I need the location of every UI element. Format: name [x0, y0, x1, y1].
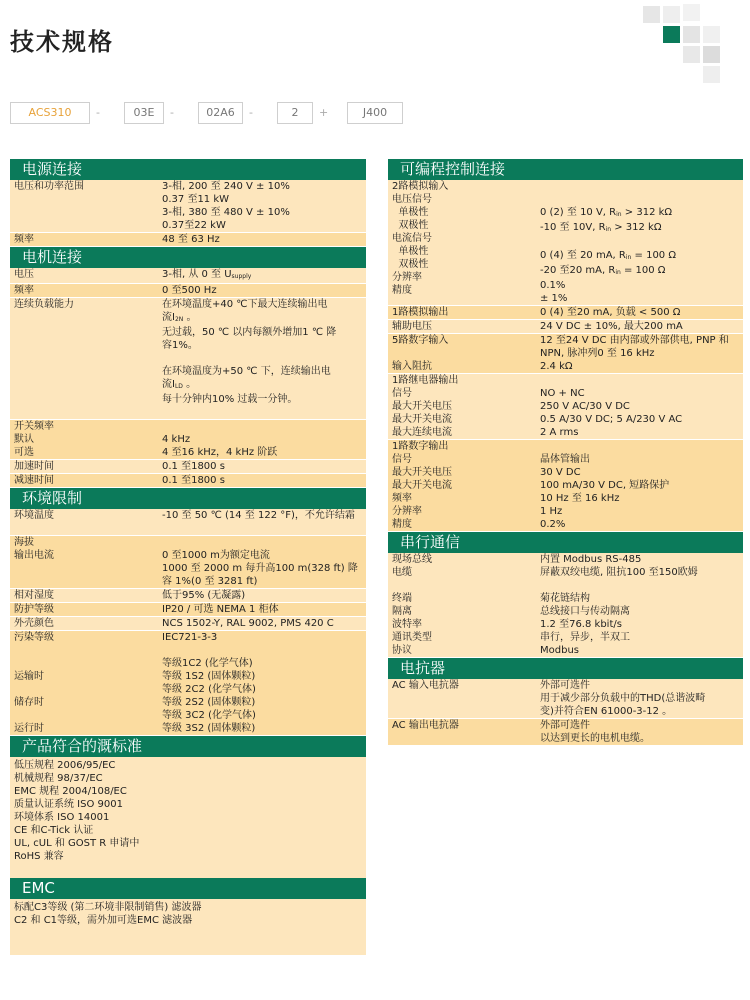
spec-value: 3-相, 从 0 至 Usupply — [162, 269, 252, 280]
spec-value: 3-相, 200 至 240 V ± 10% 0.37 至11 kW 3-相, 380 至 480 V ± 10% 0.37至22 kW — [162, 181, 290, 231]
section-heading: 电机连接 — [10, 247, 366, 268]
spec-label: 污染等级 运输时 储存时 运行时 — [14, 632, 54, 734]
spec-value: 48 至 63 Hz — [162, 234, 220, 245]
section-heading: 电源连接 — [10, 159, 366, 180]
spec-row — [10, 589, 366, 603]
model-code-separator: + — [319, 106, 329, 119]
spec-label: 1路继电器输出 信号 最大开关电压 最大开关电流 最大连续电流 — [392, 375, 459, 438]
spec-row — [388, 334, 743, 374]
spec-label: 开关频率 默认 可选 — [14, 421, 54, 458]
section-heading: 可编程控制连接 — [388, 159, 743, 180]
spec-label: 1路数字输出 信号 最大开关电压 最大开关电流 频率 分辨率 精度 — [392, 441, 452, 530]
spec-value: 晶体管输出 30 V DC 100 mA/30 V DC, 短路保护 10 Hz 至 16 kHz 1 Hz 0.2% — [540, 454, 670, 530]
spec-row — [388, 320, 743, 334]
spec-row — [10, 509, 366, 536]
spec-row — [10, 536, 366, 589]
spec-value: NCS 1502-Y, RAL 9002, PMS 420 C — [162, 618, 334, 629]
spec-label: 频率 — [14, 234, 34, 245]
model-code-bar — [10, 102, 470, 124]
spec-row — [10, 298, 366, 420]
spec-label: 减速时间 — [14, 475, 54, 486]
spec-value: 0.1 至1800 s — [162, 475, 225, 486]
section-heading: EMC — [10, 878, 366, 899]
spec-row — [10, 180, 366, 233]
spec-row — [10, 268, 366, 284]
spec-value: 12 至24 V DC 由内部或外部供电, PNP 和 NPN, 脉冲列0 至 16 kHz 2.4 kΩ — [540, 335, 729, 372]
spec-value: 在环境温度+40 ℃下最大连续输出电 流I2N 。 无过载，50 ℃ 以内每额外增加1 ℃ 降 容1%。 在环境温度为+50 ℃ 下，连续输出电 流ILD 。 每十分钟内10% 过载一分钟。 — [162, 299, 337, 405]
spec-table — [10, 509, 366, 736]
spec-row — [388, 719, 743, 746]
spec-value: IEC721-3-3 等级1C2 (化学气体) 等级 1S2 (固体颗粒) 等级 2C2 (化学气体) 等级 2S2 (固体颗粒) 等级 3C2 (化学气体) 等级 3S2 (固体颗粒) — [162, 632, 256, 734]
spec-value: 外部可选件 以达到更长的电机电缆。 — [540, 720, 650, 744]
spec-label: 环境温度 — [14, 510, 54, 521]
spec-label: 电压和功率范围 — [14, 181, 84, 192]
spec-table — [10, 268, 366, 488]
standards-list: 低压规程 2006/95/EC 机械规程 98/37/EC EMC 规程 2004/108/EC 质量认证系统 ISO 9001 环境体系 ISO 14001 CE 和C-Tick 认证 UL, cUL 和 GOST R 申请中 RoHS 兼容 — [10, 757, 366, 878]
model-code-box: ACS310 — [10, 102, 90, 124]
spec-value: 0 至1000 m为额定电流 1000 至 2000 m 每升高100 m(328 ft) 降 容 1%(0 至 3281 ft) — [162, 550, 358, 587]
spec-row — [10, 284, 366, 298]
spec-table — [388, 180, 743, 532]
spec-value: 0 (4) 至20 mA, 负载 < 500 Ω — [540, 307, 681, 318]
spec-label: 防护等级 — [14, 604, 54, 615]
model-code-separator: - — [96, 106, 100, 119]
spec-label: 2路模拟输入 电压信号 单极性 双极性 电流信号 单极性 双极性 分辨率 精度 — [392, 181, 449, 296]
section-heading: 产品符合的溉标准 — [10, 736, 366, 757]
spec-label: 海拔 输出电流 — [14, 537, 54, 561]
spec-row — [10, 603, 366, 617]
spec-value: 内置 Modbus RS-485 屏蔽双绞电缆, 阻抗100 至150欧姆 菊花链结构 总线接口与传动隔离 1.2 至76.8 kbit/s 串行，异步，半双工 Modbus — [540, 554, 698, 656]
standards-list: 标配C3等级 (第二环境非限制销售) 滤波器 C2 和 C1等级，需外加可选EMC 滤波器 — [10, 899, 366, 955]
spec-value: NO + NC 250 V AC/30 V DC 0.5 A/30 V DC; 5 A/230 V AC 2 A rms — [540, 388, 683, 438]
spec-row — [10, 420, 366, 460]
model-code-box: J400 — [347, 102, 403, 124]
spec-label: 电压 — [14, 269, 34, 280]
model-code-box: 02A6 — [198, 102, 243, 124]
spec-row — [388, 440, 743, 532]
spec-row — [388, 374, 743, 440]
spec-table — [388, 679, 743, 746]
spec-label: AC 输出电抗器 — [392, 720, 459, 731]
section-heading: 电抗器 — [388, 658, 743, 679]
spec-value: -10 至 50 ℃ (14 至 122 °F)，不允许结霜 — [162, 510, 355, 521]
section-heading: 串行通信 — [388, 532, 743, 553]
spec-label: 1路模拟输出 — [392, 307, 449, 318]
spec-label: 频率 — [14, 285, 34, 296]
spec-value: 0.1 至1800 s — [162, 461, 225, 472]
left-column — [10, 159, 366, 955]
spec-value: 0 (2) 至 10 V, Rin > 312 kΩ -10 至 10V, Rin > 312 kΩ 0 (4) 至 20 mA, Rin = 100 Ω -20 至20 mA, Rin = 100 Ω 0.1% ± 1% — [540, 207, 676, 304]
spec-value: 4 kHz 4 至16 kHz，4 kHz 阶跃 — [162, 434, 278, 458]
spec-row — [10, 233, 366, 247]
spec-row — [388, 180, 743, 306]
spec-table — [10, 180, 366, 247]
spec-value: IP20 / 可选 NEMA 1 柜体 — [162, 604, 279, 615]
spec-label: 加速时间 — [14, 461, 54, 472]
spec-row — [10, 474, 366, 488]
spec-label: 现场总线 电缆 终端 隔离 波特率 通讯类型 协议 — [392, 554, 432, 656]
spec-value: 0 至500 Hz — [162, 285, 217, 296]
spec-row — [388, 679, 743, 719]
spec-value: 外部可选件 用于减少部分负载中的THD(总谐波畸 变)并符合EN 61000-3-12 。 — [540, 680, 706, 717]
spec-label: 5路数字输入 输入阻抗 — [392, 335, 449, 372]
page-title: 技术规格 — [10, 28, 114, 56]
spec-label: 相对湿度 — [14, 590, 54, 601]
spec-label: 外壳颜色 — [14, 618, 54, 629]
section-heading: 环境限制 — [10, 488, 366, 509]
spec-table — [388, 553, 743, 658]
spec-value: 24 V DC ± 10%, 最大200 mA — [540, 321, 683, 332]
spec-row — [10, 631, 366, 736]
spec-row — [10, 617, 366, 631]
spec-row — [10, 460, 366, 474]
model-code-box: 2 — [277, 102, 313, 124]
spec-label: AC 输入电抗器 — [392, 680, 459, 691]
spec-label: 连续负载能力 — [14, 299, 74, 310]
spec-row — [388, 553, 743, 658]
right-column — [388, 159, 743, 746]
spec-row — [388, 306, 743, 320]
model-code-separator: - — [249, 106, 253, 119]
model-code-box: 03E — [124, 102, 164, 124]
model-code-separator: - — [170, 106, 174, 119]
spec-label: 辅助电压 — [392, 321, 432, 332]
spec-value: 低于95% (无凝露) — [162, 590, 246, 601]
